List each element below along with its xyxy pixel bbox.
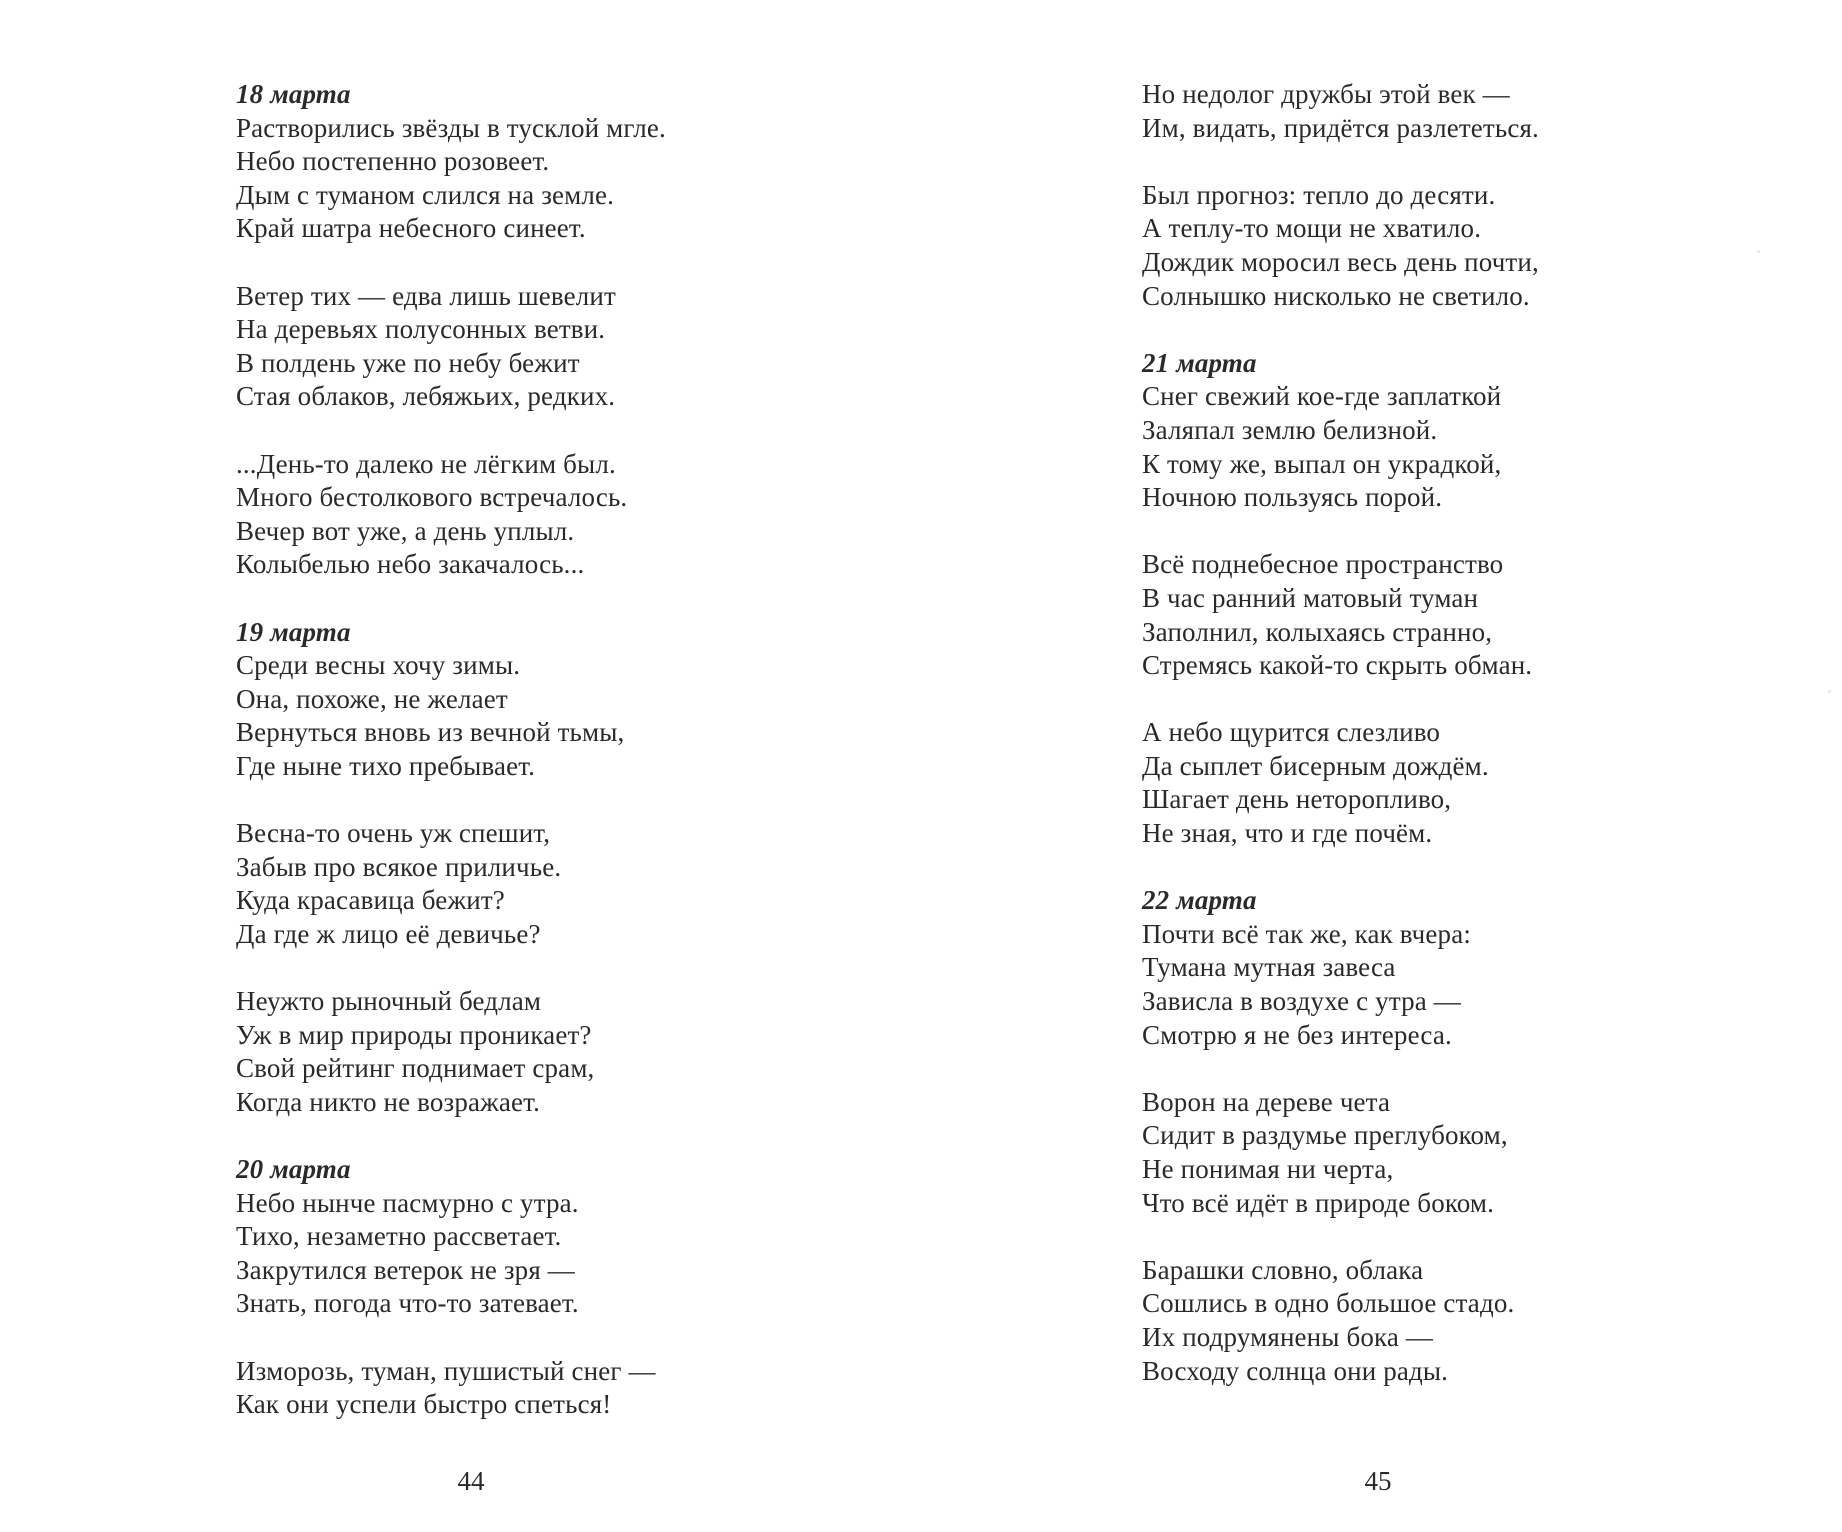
poem-line: Весна-то очень уж спешит,: [236, 818, 551, 849]
poem-line: А небо щурится слезливо: [1142, 717, 1441, 748]
poem-line: Ворон на дереве чета: [1142, 1086, 1391, 1117]
poem-line: Солнышко нисколько не светило.: [1142, 280, 1530, 311]
stanza: [1142, 179, 1539, 313]
poem-line: Дождик моросил весь день почти,: [1142, 246, 1539, 277]
poem-line: На деревьях полусонных ветви.: [236, 314, 606, 345]
date-heading: 20 марта: [236, 1154, 351, 1184]
poem-line: Стая облаков, лебяжьих, редких.: [236, 381, 616, 412]
poem-section: [236, 616, 666, 1120]
paper-speck: [1757, 250, 1760, 253]
left-page-number: 44: [457, 1466, 485, 1496]
poem-line: Стремясь какой-то скрыть обман.: [1142, 650, 1533, 681]
stanza: [1142, 78, 1539, 145]
poem-line: А теплу-то мощи не хватило.: [1142, 213, 1482, 244]
poem-line: Вечер вот уже, а день уплыл.: [236, 515, 575, 546]
poem-line: Растворились звёзды в тусклой мгле.: [236, 112, 666, 143]
poem-line: Почти всё так же, как вчера:: [1142, 918, 1471, 949]
poem-line: Край шатра небесного синеет.: [236, 213, 586, 244]
poem-line: Забыв про всякое приличье.: [236, 851, 562, 882]
poem-line: Куда красавица бежит?: [236, 885, 505, 916]
stanza: [1142, 380, 1539, 514]
poem-line: Барашки словно, облака: [1142, 1254, 1424, 1285]
paper-speck: [1828, 690, 1831, 693]
poem-line: Но недолог дружбы этой век —: [1142, 79, 1510, 109]
date-heading: 18 марта: [236, 79, 351, 109]
poem-line: Ветер тих — едва лишь шевелит: [236, 280, 616, 311]
poem-line: Уж в мир природы проникает?: [236, 1019, 592, 1050]
poem-line: Ночною пользуясь порой.: [1142, 482, 1443, 513]
poem-section: [1142, 884, 1539, 1388]
poem-line: Небо нынче пасмурно с утра.: [236, 1187, 579, 1218]
poem-section: [236, 78, 666, 582]
poem-line: Восходу солнца они рады.: [1142, 1355, 1449, 1386]
stanza: [236, 817, 666, 951]
poem-line: Снег свежий кое-где заплаткой: [1142, 381, 1502, 412]
right-page-text-column: [1142, 78, 1539, 1422]
poem-line: Тумана мутная завеса: [1142, 952, 1396, 983]
poem-line: Когда никто не возражает.: [236, 1086, 541, 1117]
poem-line: Их подрумянены бока —: [1142, 1321, 1434, 1352]
poem-line: Всё поднебесное пространство: [1142, 549, 1504, 580]
poem-line: Сидит в раздумье преглубоком,: [1142, 1120, 1508, 1151]
poem-line: Не понимая ни черта,: [1142, 1154, 1394, 1184]
stanza: [1142, 918, 1539, 1052]
poem-line: Неужто рыночный бедлам: [236, 986, 542, 1017]
poem-line: Заполнил, колыхаясь странно,: [1142, 616, 1493, 647]
poem-line: Да где ж лицо её девичье?: [236, 918, 541, 949]
poem-line: Свой рейтинг поднимает срам,: [236, 1053, 595, 1084]
poem-line: ...День-то далеко не лёгким был.: [236, 448, 616, 479]
poem-line: Им, видать, придётся разлететься.: [1142, 112, 1539, 143]
poem-line: Закрутился ветерок не зря —: [236, 1254, 575, 1285]
stanza: [236, 112, 666, 246]
poem-line: Дым с туманом слился на земле.: [236, 179, 615, 210]
stanza: [236, 1187, 666, 1321]
poem-line: Вернуться вновь из вечной тьмы,: [236, 717, 625, 748]
poem-section: [236, 1153, 666, 1422]
poem-line: К тому же, выпал он украдкой,: [1142, 448, 1502, 479]
poem-line: Колыбелью небо закачалось...: [236, 549, 585, 580]
poem-line: Как они успели быстро спеться!: [236, 1389, 612, 1420]
poem-section: [1142, 347, 1539, 851]
poem-section: [1142, 78, 1539, 313]
poem-line: Небо постепенно розовеет.: [236, 146, 550, 177]
date-heading: 19 марта: [236, 616, 351, 647]
poem-line: Смотрю я не без интереса.: [1142, 1019, 1452, 1050]
stanza: [236, 448, 666, 582]
stanza: [1142, 1086, 1539, 1220]
right-page-number: 45: [1364, 1466, 1392, 1496]
poem-line: Заляпал землю белизной.: [1142, 414, 1438, 445]
poem-line: Много бестолкового встречалось.: [236, 482, 628, 513]
poem-line: Шагает день неторопливо,: [1142, 784, 1452, 815]
poem-line: Среди весны хочу зимы.: [236, 650, 521, 681]
poem-line: Что всё идёт в природе боком.: [1142, 1187, 1495, 1218]
stanza: [236, 280, 666, 414]
stanza: [236, 1355, 666, 1422]
stanza: [236, 649, 666, 783]
poem-line: Тихо, незаметно рассветает.: [236, 1221, 562, 1252]
poem-line: В полдень уже по небу бежит: [236, 347, 580, 378]
stanza: [1142, 716, 1539, 850]
poem-line: Сошлись в одно большое стадо.: [1142, 1288, 1515, 1319]
poem-line: Изморозь, туман, пушистый снег —: [236, 1355, 656, 1386]
poem-line: В час ранний матовый туман: [1142, 582, 1479, 613]
poem-line: Был прогноз: тепло до десяти.: [1142, 179, 1496, 210]
poem-line: Не зная, что и где почём.: [1142, 818, 1433, 849]
right-page: [921, 0, 1842, 1532]
poem-line: Зависла в воздухе с утра —: [1142, 986, 1461, 1017]
poem-line: Где ныне тихо пребывает.: [236, 750, 536, 781]
date-heading: 21 марта: [1142, 347, 1257, 378]
stanza: [236, 985, 666, 1119]
poem-line: Да сыплет бисерным дождём.: [1142, 750, 1489, 781]
stanza: [1142, 548, 1539, 682]
poem-line: Знать, погода что-то затевает.: [236, 1288, 579, 1319]
date-heading: 22 марта: [1142, 885, 1257, 916]
stanza: [1142, 1254, 1539, 1388]
poem-line: Она, похоже, не желает: [236, 683, 508, 714]
left-page-text-column: [236, 78, 666, 1455]
